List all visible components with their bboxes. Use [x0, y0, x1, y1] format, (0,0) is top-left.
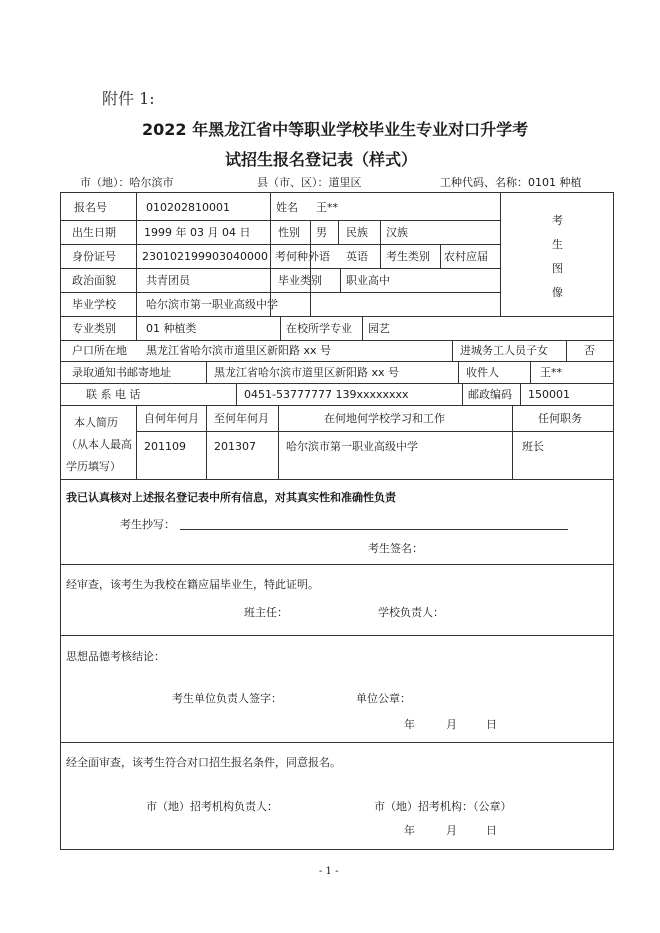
hukou-value: 黑龙江省哈尔滨市道里区新阳路 xx 号	[146, 344, 332, 357]
col-divider	[338, 220, 339, 244]
resume-from-cell: 201109	[144, 440, 186, 453]
col-divider	[458, 361, 459, 383]
county-label: 县（市、区）：	[257, 176, 329, 189]
col-divider	[362, 316, 363, 340]
col-divider	[512, 405, 513, 479]
col-divider	[280, 316, 281, 340]
recipient-value: 王**	[540, 366, 562, 379]
row-divider	[60, 220, 500, 221]
row-divider	[136, 431, 614, 432]
trade-value: 0101 种植	[528, 176, 582, 189]
resume-header-from: 自何年何月	[144, 412, 199, 425]
final-review-text: 经全面审查，该考生符合对口招生报名条件，同意报名。	[66, 756, 341, 769]
hukou-label: 户口所在地	[72, 344, 127, 357]
row-divider	[60, 268, 500, 269]
resume-header-place: 在何地何学校学习和工作	[324, 412, 445, 425]
trade-label: 工种代码、名称：	[440, 176, 528, 189]
row-divider	[60, 405, 614, 406]
unit-head-label: 考生单位负责人签字：	[172, 692, 282, 705]
row-divider	[60, 564, 614, 565]
page-title-line1: 2022 年黑龙江省中等职业学校毕业生专业对口升学考	[142, 120, 529, 139]
city-label: 市（地）：	[80, 176, 130, 189]
zip-label: 邮政编码	[468, 388, 512, 401]
photo-label-1: 考	[552, 214, 563, 227]
grad-type-value: 职业高中	[346, 274, 390, 287]
date-day-1: 日	[486, 718, 497, 731]
col-divider	[520, 383, 521, 405]
grad-type-label: 毕业类别	[278, 274, 322, 287]
resume-to-cell: 201307	[214, 440, 256, 453]
lang-value: 英语	[346, 250, 368, 263]
reg-no-value: 010202810001	[146, 201, 230, 214]
col-divider	[380, 220, 381, 268]
col-divider	[236, 383, 237, 405]
city-value: 哈尔滨市	[129, 176, 174, 189]
photo-label-4: 像	[552, 286, 563, 299]
col-divider	[136, 405, 137, 479]
mail-label: 录取通知书邮寄地址	[72, 366, 171, 379]
resume-label-3: 学历填写）	[66, 460, 121, 473]
resume-position-cell: 班长	[522, 440, 544, 453]
col-divider	[566, 340, 567, 361]
teacher-label: 班主任：	[244, 606, 288, 619]
row-divider	[60, 244, 500, 245]
col-divider	[440, 244, 441, 268]
birth-value: 1999 年 03 月 04 日	[144, 226, 251, 239]
row-divider	[60, 383, 614, 384]
date-year-1: 年	[404, 718, 415, 731]
date-day-2: 日	[486, 824, 497, 837]
row-divider	[60, 292, 500, 293]
gender-label: 性别	[278, 226, 300, 239]
migrant-label: 进城务工人员子女	[460, 344, 548, 357]
city-org-label: 市（地）招考机构：（公章）	[374, 800, 512, 813]
date-year-2: 年	[404, 824, 415, 837]
politics-label: 政治面貌	[72, 274, 116, 287]
col-divider	[310, 220, 311, 316]
attachment-label: 附件 1:	[102, 89, 155, 108]
col-divider	[340, 268, 341, 292]
date-month-2: 月	[446, 824, 457, 837]
category-value: 农村应届	[444, 250, 488, 263]
col-divider	[452, 340, 453, 361]
reg-no-label: 报名号	[74, 201, 107, 214]
row-divider	[60, 479, 614, 480]
col-divider	[206, 361, 207, 383]
lang-label: 考何种外语	[275, 250, 330, 263]
school-label: 毕业学校	[72, 298, 116, 311]
declaration-text: 我已认真核对上述报名登记表中所有信息，对其真实性和准确性负责	[66, 491, 396, 504]
col-divider	[500, 192, 501, 316]
mail-value: 黑龙江省哈尔滨市道里区新阳路 xx 号	[214, 366, 400, 379]
col-divider	[530, 361, 531, 383]
copy-line	[180, 529, 568, 530]
name-value: 王**	[316, 201, 338, 214]
county-value: 道里区	[328, 176, 362, 189]
resume-header-position: 任何职务	[538, 412, 582, 425]
major-label: 专业类别	[72, 322, 116, 335]
page-title-line2: 试招生报名登记表（样式）	[225, 150, 418, 169]
col-divider	[462, 383, 463, 405]
unit-seal-label: 单位公章：	[356, 692, 411, 705]
zip-value: 150001	[528, 388, 570, 401]
phone-label: 联 系 电 话	[86, 388, 141, 401]
photo-label-3: 图	[552, 262, 563, 275]
row-divider	[60, 742, 614, 743]
inschool-major-label: 在校所学专业	[286, 322, 352, 335]
city-field	[80, 176, 174, 189]
major-value: 01 种植类	[146, 322, 197, 335]
id-value: 230102199903040000	[142, 250, 268, 263]
category-label: 考生类别	[386, 250, 430, 263]
id-label: 身份证号	[72, 250, 116, 263]
col-divider	[136, 192, 137, 340]
date-month-1: 月	[446, 718, 457, 731]
resume-place-cell: 哈尔滨市第一职业高级中学	[286, 440, 418, 453]
recipient-label: 收件人	[466, 366, 499, 379]
name-label: 姓名	[276, 201, 298, 214]
inschool-major-value: 园艺	[368, 322, 390, 335]
col-divider	[206, 405, 207, 479]
row-divider	[60, 316, 614, 317]
resume-label-1: 本人简历	[74, 416, 118, 429]
phone-value: 0451-53777777 139xxxxxxxx	[244, 388, 409, 401]
county-field	[257, 176, 362, 189]
moral-label: 思想品德考核结论：	[66, 650, 165, 663]
gender-value: 男	[316, 226, 327, 239]
copy-label: 考生抄写：	[120, 518, 175, 531]
row-divider	[60, 340, 614, 341]
trade-field	[440, 176, 582, 189]
birth-label: 出生日期	[72, 226, 116, 239]
resume-header-to: 至何年何月	[214, 412, 269, 425]
migrant-value: 否	[584, 344, 595, 357]
city-head-label: 市（地）招考机构负责人：	[146, 800, 278, 813]
page-number: - 1 -	[319, 866, 339, 877]
photo-label-2: 生	[552, 238, 563, 251]
col-divider	[278, 405, 279, 479]
ethnic-value: 汉族	[386, 226, 408, 239]
school-value: 哈尔滨市第一职业高级中学	[146, 298, 278, 311]
ethnic-label: 民族	[346, 226, 368, 239]
principal-label: 学校负责人：	[378, 606, 444, 619]
signature-label: 考生签名：	[368, 542, 423, 555]
school-review-text: 经审查，该考生为我校在籍应届毕业生，特此证明。	[66, 578, 319, 591]
resume-label-2: （从本人最高	[66, 438, 132, 451]
politics-value: 共青团员	[146, 274, 190, 287]
row-divider	[60, 635, 614, 636]
